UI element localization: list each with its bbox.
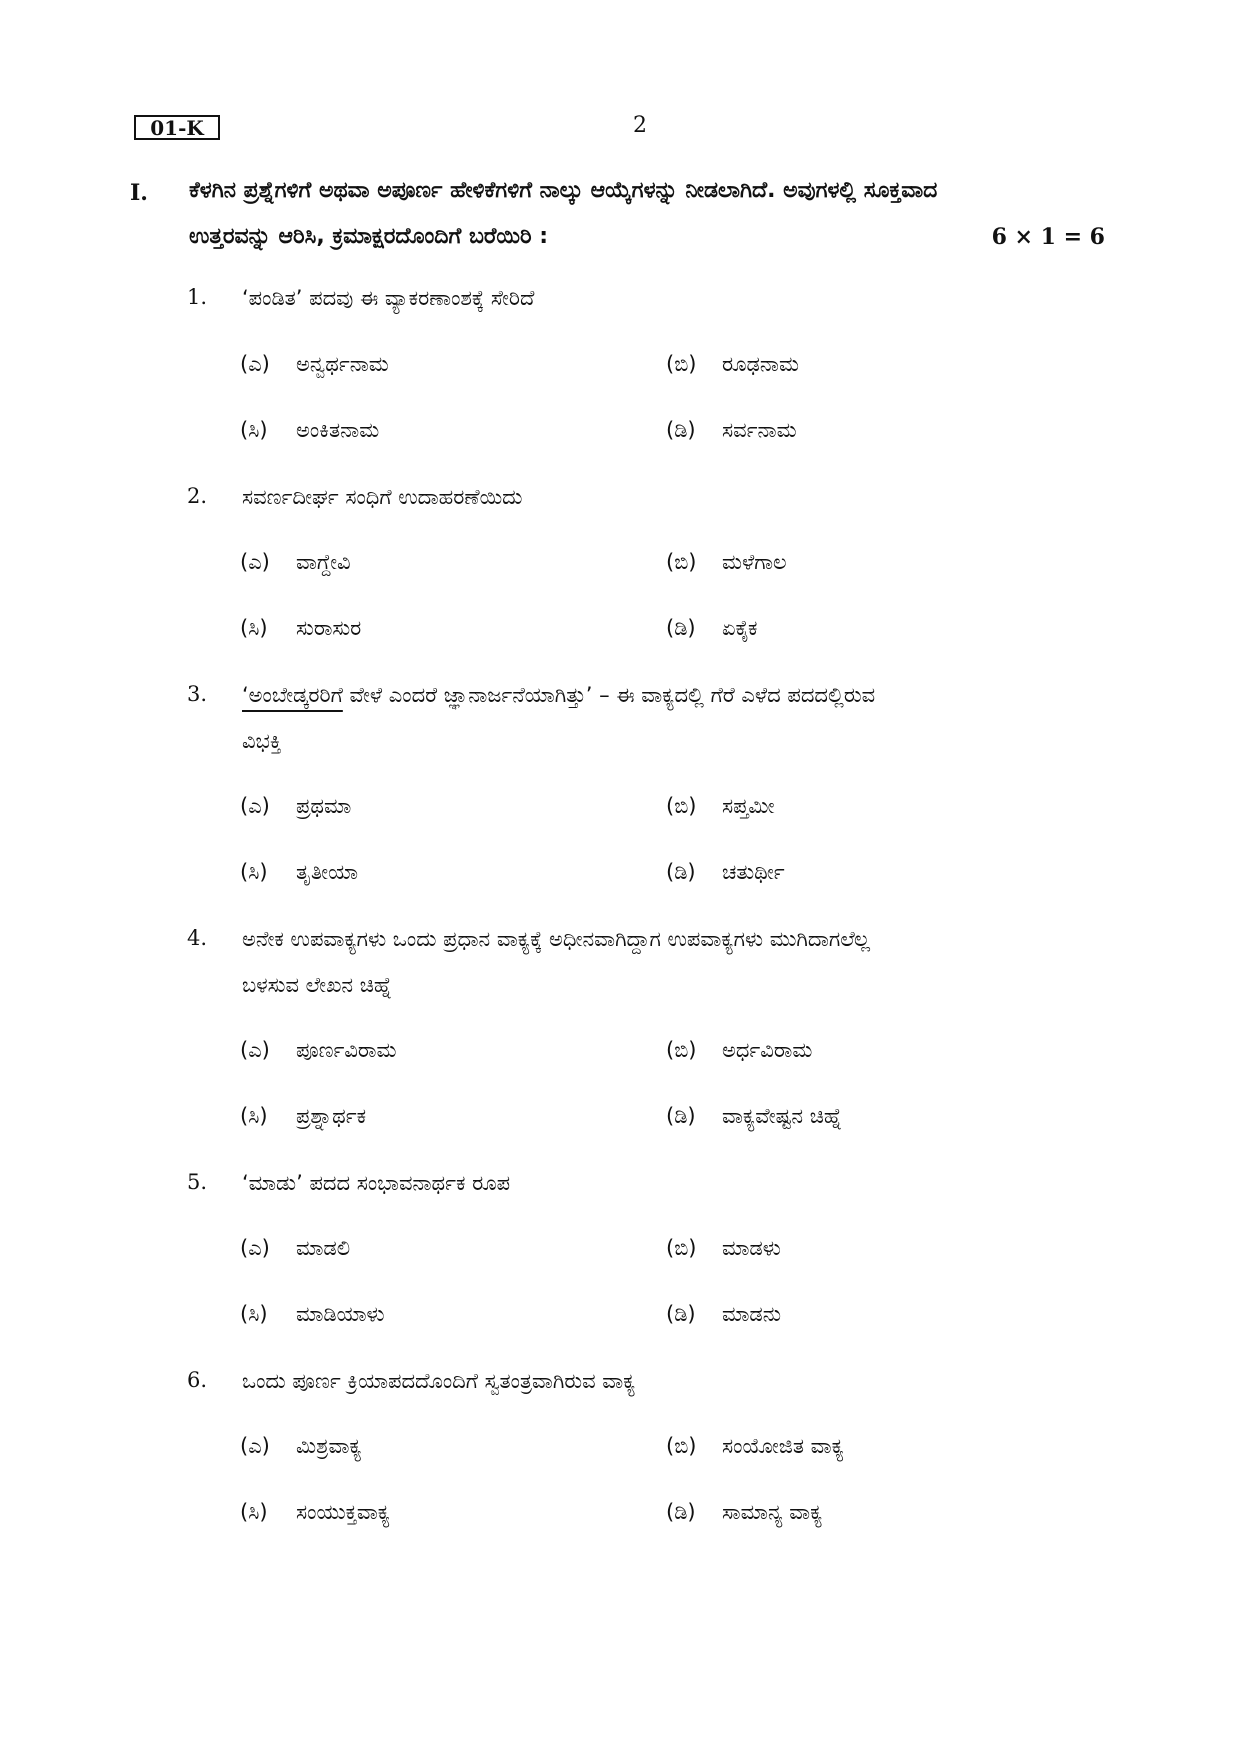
question-3-line-1 <box>242 672 1104 718</box>
q1-option-a <box>240 352 389 377</box>
q5-option-b <box>666 1236 781 1261</box>
option-text: ಮಾಡನು <box>722 1302 782 1326</box>
option-label: (ಬಿ) <box>666 1236 697 1260</box>
option-text: ಮಿಶ್ರವಾಕ್ಯ <box>296 1434 362 1458</box>
option-label: (ಎ) <box>240 1236 270 1260</box>
option-text: ಸಂಯೋಜಿತ ವಾಕ್ಯ <box>722 1434 844 1458</box>
question-4-line-2: ಬಳಸುವ ಲೇಖನ ಚಿಹ್ನೆ <box>242 973 393 997</box>
option-label: (ಬಿ) <box>666 352 697 376</box>
option-label: (ಸಿ) <box>240 1500 268 1524</box>
question-3-rest: ವೇಳೆ ಎಂದರೆ ಜ್ಞಾನಾರ್ಜನೆಯಾಗಿತ್ತು’ – ಈ ವಾಕ್ಯದಲ್ಲಿ ಗೆರೆ ಎಳೆದ ಪದದಲ್ಲಿರುವ <box>342 683 876 707</box>
q5-option-d <box>666 1302 781 1327</box>
q6-option-b <box>666 1434 844 1459</box>
option-text: ಮಳೆಗಾಲ <box>722 550 787 574</box>
section-marks: 6 × 1 = 6 <box>991 224 1105 250</box>
option-text: ಸಾಮಾನ್ಯ ವಾಕ್ಯ <box>722 1500 823 1524</box>
q6-option-c <box>240 1500 390 1525</box>
question-6-text: ಒಂದು ಪೂರ್ಣ ಕ್ರಿಯಾಪದದೊಂದಿಗೆ ಸ್ವತಂತ್ರವಾಗಿರುವ ವಾಕ್ಯ <box>242 1369 636 1393</box>
question-3-text <box>242 672 1104 764</box>
q1-option-d <box>666 418 797 443</box>
q6-option-d <box>666 1500 822 1525</box>
q1-option-c <box>240 418 379 443</box>
option-text: ಚತುರ್ಥೀ <box>722 860 785 884</box>
option-text: ಸಂಯುಕ್ತವಾಕ್ಯ <box>296 1500 391 1524</box>
option-text: ತೃತೀಯಾ <box>296 860 359 884</box>
option-label: (ಸಿ) <box>240 616 268 640</box>
option-label: (ಡಿ) <box>666 860 696 884</box>
underlined-word: ‘ಅಂಬೇಡ್ಕರರಿಗೆ <box>242 683 343 707</box>
q5-option-c <box>240 1302 385 1327</box>
q6-option-a <box>240 1434 362 1459</box>
option-text: ಏಕೈಕ <box>722 616 758 640</box>
option-text: ರೂಢನಾಮ <box>722 352 799 376</box>
option-label: (ಎ) <box>240 1038 270 1062</box>
question-3-number: 3. <box>187 682 208 706</box>
option-label: (ಎ) <box>240 1434 270 1458</box>
option-label: (ಸಿ) <box>240 418 268 442</box>
page-number: 2 <box>633 113 647 138</box>
option-label: (ಡಿ) <box>666 616 696 640</box>
question-5-text: ‘ಮಾಡು’ ಪದದ ಸಂಭಾವನಾರ್ಥಕ ರೂಪ <box>242 1171 511 1195</box>
option-label: (ಬಿ) <box>666 1434 697 1458</box>
instruction-line-2 <box>189 214 1105 260</box>
question-2-text: ಸವರ್ಣದೀರ್ಘ ಸಂಧಿಗೆ ಉದಾಹರಣೆಯಿದು <box>242 485 523 509</box>
question-5-number: 5. <box>187 1170 208 1194</box>
option-text: ವಾಗ್ದೇವಿ <box>296 550 351 574</box>
q3-option-c <box>240 860 358 885</box>
option-label: (ಬಿ) <box>666 550 697 574</box>
q3-option-d <box>666 860 785 885</box>
option-text: ಮಾಡಲಿ <box>296 1236 351 1260</box>
option-text: ಸಪ್ತಮೀ <box>722 794 775 818</box>
option-label: (ಬಿ) <box>666 794 697 818</box>
option-label: (ಎ) <box>240 550 270 574</box>
option-label: (ಡಿ) <box>666 418 696 442</box>
option-text: ಮಾಡಿಯಾಳು <box>296 1302 385 1326</box>
q2-option-c <box>240 616 361 641</box>
option-label: (ಡಿ) <box>666 1302 696 1326</box>
question-4-line-1: ಅನೇಕ ಉಪವಾಕ್ಯಗಳು ಒಂದು ಪ್ರಧಾನ ವಾಕ್ಯಕ್ಕೆ ಅಧೀನವಾಗಿದ್ದಾಗ ಉಪವಾಕ್ಯಗಳು ಮುಗಿದಾಗಲೆಲ್ಲ <box>242 927 871 951</box>
option-label: (ಡಿ) <box>666 1500 696 1524</box>
option-text: ಪ್ರಥಮಾ <box>296 794 352 818</box>
option-label: (ಡಿ) <box>666 1104 696 1128</box>
section-instruction <box>189 168 1105 260</box>
q2-option-a <box>240 550 351 575</box>
option-text: ಮಾಡಳು <box>722 1236 781 1260</box>
option-text: ಸರ್ವನಾಮ <box>722 418 797 442</box>
q4-option-a <box>240 1038 396 1063</box>
option-label: (ಸಿ) <box>240 1302 268 1326</box>
q1-option-b <box>666 352 799 377</box>
option-label: (ಎ) <box>240 794 270 818</box>
instruction-line-2-text: ಉತ್ತರವನ್ನು ಆರಿಸಿ, ಕ್ರಮಾಕ್ಷರದೊಂದಿಗೆ ಬರೆಯಿರಿ : <box>189 224 549 249</box>
question-2-number: 2. <box>187 484 208 508</box>
question-4-number: 4. <box>187 926 208 950</box>
option-label: (ಬಿ) <box>666 1038 697 1062</box>
question-1-text: ‘ಪಂಡಿತ’ ಪದವು ಈ ವ್ಯಾಕರಣಾಂಶಕ್ಕೆ ಸೇರಿದೆ <box>242 286 535 310</box>
option-label: (ಸಿ) <box>240 860 268 884</box>
option-text: ವಾಕ್ಯವೇಷ್ಟನ ಚಿಹ್ನೆ <box>722 1104 843 1128</box>
q4-option-b <box>666 1038 812 1063</box>
q2-option-b <box>666 550 787 575</box>
paper-code: 01-K <box>134 115 220 140</box>
q2-option-d <box>666 616 757 641</box>
q3-option-a <box>240 794 351 819</box>
instruction-line-1: ಕೆಳಗಿನ ಪ್ರಶ್ನೆಗಳಿಗೆ ಅಥವಾ ಅಪೂರ್ಣ ಹೇಳಿಕೆಗಳಿಗೆ ನಾಲ್ಕು ಆಯ್ಕೆಗಳನ್ನು ನೀಡಲಾಗಿದೆ. ಅವುಗಳಲ್ಲಿ ಸೂಕ್ತವಾದ <box>189 178 938 203</box>
option-text: ಸುರಾಸುರ <box>296 616 362 640</box>
question-3-line-2: ವಿಭಕ್ತಿ <box>242 729 282 753</box>
option-text: ಅರ್ಧವಿರಾಮ <box>722 1038 813 1062</box>
q4-option-d <box>666 1104 842 1129</box>
option-text: ಅಂಕಿತನಾಮ <box>296 418 380 442</box>
option-text: ಪ್ರಶ್ನಾರ್ಥಕ <box>296 1104 367 1128</box>
q3-option-b <box>666 794 775 819</box>
question-4-text <box>242 916 1104 1008</box>
option-label: (ಎ) <box>240 352 270 376</box>
q4-option-c <box>240 1104 366 1129</box>
option-text: ಅನ್ವರ್ಥನಾಮ <box>296 352 389 376</box>
question-1-number: 1. <box>187 285 208 309</box>
section-number: I. <box>130 180 148 206</box>
question-6-number: 6. <box>187 1368 208 1392</box>
q5-option-a <box>240 1236 350 1261</box>
option-label: (ಸಿ) <box>240 1104 268 1128</box>
option-text: ಪೂರ್ಣವಿರಾಮ <box>296 1038 397 1062</box>
